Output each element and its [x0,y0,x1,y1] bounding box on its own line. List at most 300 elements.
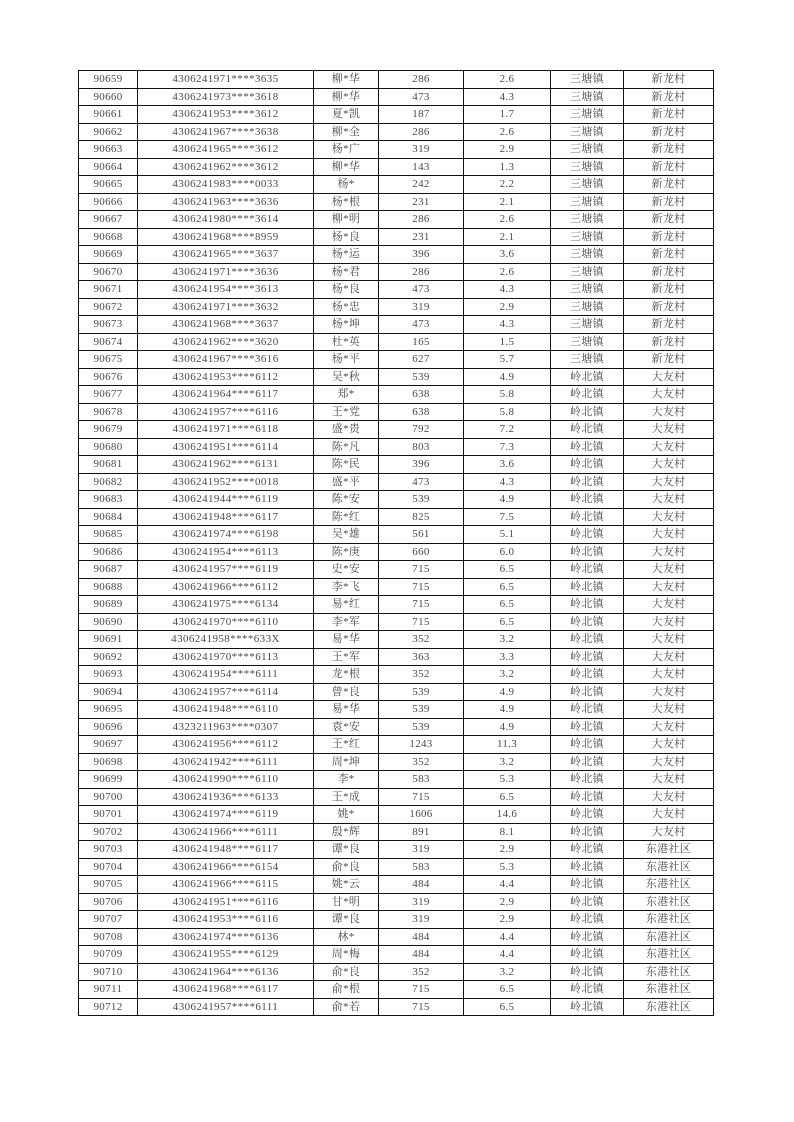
cell-name: 柳*全 [314,123,379,141]
table-row [79,176,714,194]
cell-amount: 473 [379,473,464,491]
table-row [79,88,714,106]
cell-index: 90697 [79,736,138,754]
cell-id-number: 4306241967****3638 [138,123,314,141]
cell-id-number: 4306241944****6119 [138,491,314,509]
cell-amount: 352 [379,963,464,981]
table-row [79,281,714,299]
cell-subsidy: 4.9 [464,718,551,736]
cell-village: 大友村 [624,473,714,491]
table-row [79,911,714,929]
cell-name: 易*华 [314,701,379,719]
table-row [79,263,714,281]
cell-subsidy: 7.5 [464,508,551,526]
cell-amount: 715 [379,596,464,614]
cell-id-number: 4306241951****6114 [138,438,314,456]
cell-village: 新龙村 [624,263,714,281]
cell-town: 岭北镇 [551,683,624,701]
table-row [79,578,714,596]
cell-amount: 319 [379,911,464,929]
cell-amount: 473 [379,316,464,334]
table-row [79,211,714,229]
cell-town: 岭北镇 [551,613,624,631]
cell-village: 东港社区 [624,841,714,859]
cell-village: 大友村 [624,613,714,631]
cell-subsidy: 5.3 [464,771,551,789]
cell-index: 90694 [79,683,138,701]
table-row [79,491,714,509]
cell-town: 三塘镇 [551,333,624,351]
cell-subsidy: 4.4 [464,928,551,946]
cell-town: 岭北镇 [551,771,624,789]
cell-amount: 627 [379,351,464,369]
cell-index: 90683 [79,491,138,509]
cell-subsidy: 4.9 [464,683,551,701]
cell-amount: 891 [379,823,464,841]
cell-index: 90663 [79,141,138,159]
cell-name: 周*坤 [314,753,379,771]
cell-name: 杨*广 [314,141,379,159]
table-row [79,823,714,841]
table-row [79,543,714,561]
cell-subsidy: 6.0 [464,543,551,561]
cell-name: 王*成 [314,788,379,806]
cell-index: 90659 [79,71,138,89]
cell-village: 新龙村 [624,316,714,334]
cell-index: 90700 [79,788,138,806]
cell-name: 杨*君 [314,263,379,281]
cell-name: 袁*安 [314,718,379,736]
cell-village: 大友村 [624,718,714,736]
cell-id-number: 4306241953****6116 [138,911,314,929]
cell-index: 90705 [79,876,138,894]
cell-name: 王*军 [314,648,379,666]
cell-town: 三塘镇 [551,246,624,264]
cell-amount: 396 [379,246,464,264]
cell-subsidy: 4.3 [464,88,551,106]
cell-index: 90696 [79,718,138,736]
cell-subsidy: 7.2 [464,421,551,439]
cell-town: 岭北镇 [551,403,624,421]
cell-index: 90689 [79,596,138,614]
cell-id-number: 4306241966****6154 [138,858,314,876]
cell-amount: 715 [379,561,464,579]
cell-village: 大友村 [624,508,714,526]
cell-town: 岭北镇 [551,718,624,736]
cell-name: 盛*平 [314,473,379,491]
table-row [79,893,714,911]
table-row [79,683,714,701]
cell-index: 90685 [79,526,138,544]
cell-town: 岭北镇 [551,736,624,754]
cell-index: 90691 [79,631,138,649]
cell-name: 陈*安 [314,491,379,509]
cell-subsidy: 3.2 [464,963,551,981]
cell-town: 岭北镇 [551,666,624,684]
cell-name: 杨*忠 [314,298,379,316]
cell-village: 大友村 [624,543,714,561]
cell-subsidy: 2.6 [464,211,551,229]
table-row [79,841,714,859]
table-row [79,421,714,439]
cell-amount: 484 [379,946,464,964]
cell-village: 新龙村 [624,176,714,194]
cell-amount: 242 [379,176,464,194]
cell-name: 姚*云 [314,876,379,894]
cell-subsidy: 2.9 [464,893,551,911]
cell-amount: 660 [379,543,464,561]
table-row [79,228,714,246]
cell-amount: 638 [379,403,464,421]
cell-subsidy: 6.5 [464,981,551,999]
cell-amount: 1606 [379,806,464,824]
cell-village: 大友村 [624,788,714,806]
cell-village: 新龙村 [624,281,714,299]
cell-subsidy: 5.8 [464,403,551,421]
cell-index: 90664 [79,158,138,176]
cell-subsidy: 2.2 [464,176,551,194]
cell-village: 大友村 [624,368,714,386]
cell-town: 三塘镇 [551,106,624,124]
cell-name: 陈*民 [314,456,379,474]
cell-town: 岭北镇 [551,491,624,509]
cell-town: 岭北镇 [551,806,624,824]
cell-subsidy: 5.1 [464,526,551,544]
cell-index: 90667 [79,211,138,229]
table-row [79,526,714,544]
cell-subsidy: 2.6 [464,71,551,89]
cell-index: 90684 [79,508,138,526]
cell-name: 林* [314,928,379,946]
cell-name: 易*华 [314,631,379,649]
cell-village: 东港社区 [624,963,714,981]
cell-subsidy: 4.9 [464,491,551,509]
cell-index: 90673 [79,316,138,334]
cell-amount: 352 [379,666,464,684]
table-row [79,981,714,999]
cell-id-number: 4323211963****0307 [138,718,314,736]
cell-village: 大友村 [624,736,714,754]
cell-subsidy: 4.4 [464,946,551,964]
cell-id-number: 4306241964****6117 [138,386,314,404]
cell-amount: 286 [379,71,464,89]
cell-amount: 231 [379,228,464,246]
cell-id-number: 4306241974****6198 [138,526,314,544]
cell-name: 李*飞 [314,578,379,596]
cell-town: 三塘镇 [551,193,624,211]
cell-index: 90665 [79,176,138,194]
cell-town: 岭北镇 [551,753,624,771]
cell-id-number: 4306241957****6114 [138,683,314,701]
cell-town: 三塘镇 [551,228,624,246]
cell-village: 新龙村 [624,351,714,369]
cell-subsidy: 8.1 [464,823,551,841]
cell-town: 岭北镇 [551,858,624,876]
cell-town: 岭北镇 [551,438,624,456]
cell-index: 90693 [79,666,138,684]
table-row [79,753,714,771]
table-row [79,648,714,666]
cell-subsidy: 1.7 [464,106,551,124]
cell-amount: 363 [379,648,464,666]
table-row [79,141,714,159]
cell-town: 岭北镇 [551,701,624,719]
cell-town: 岭北镇 [551,526,624,544]
cell-amount: 352 [379,631,464,649]
cell-town: 岭北镇 [551,421,624,439]
cell-amount: 561 [379,526,464,544]
table-row [79,298,714,316]
cell-amount: 1243 [379,736,464,754]
cell-subsidy: 1.3 [464,158,551,176]
cell-index: 90688 [79,578,138,596]
cell-amount: 715 [379,998,464,1016]
cell-village: 大友村 [624,526,714,544]
cell-amount: 825 [379,508,464,526]
cell-index: 90672 [79,298,138,316]
cell-amount: 539 [379,491,464,509]
cell-subsidy: 3.2 [464,631,551,649]
cell-id-number: 4306241980****3614 [138,211,314,229]
cell-id-number: 4306241965****3637 [138,246,314,264]
table-row [79,631,714,649]
cell-town: 三塘镇 [551,176,624,194]
cell-amount: 165 [379,333,464,351]
cell-id-number: 4306241970****6113 [138,648,314,666]
table-row [79,508,714,526]
cell-subsidy: 7.3 [464,438,551,456]
cell-index: 90682 [79,473,138,491]
cell-village: 东港社区 [624,893,714,911]
cell-index: 90699 [79,771,138,789]
cell-subsidy: 3.6 [464,246,551,264]
cell-id-number: 4306241963****3636 [138,193,314,211]
table-row [79,123,714,141]
cell-amount: 473 [379,88,464,106]
cell-id-number: 4306241970****6110 [138,613,314,631]
cell-name: 王*党 [314,403,379,421]
cell-subsidy: 6.5 [464,561,551,579]
table-row [79,596,714,614]
cell-village: 东港社区 [624,911,714,929]
cell-amount: 539 [379,718,464,736]
cell-town: 三塘镇 [551,71,624,89]
cell-subsidy: 3.2 [464,753,551,771]
cell-name: 史*安 [314,561,379,579]
cell-index: 90661 [79,106,138,124]
cell-village: 大友村 [624,771,714,789]
cell-name: 李* [314,771,379,789]
cell-index: 90708 [79,928,138,946]
cell-subsidy: 3.6 [464,456,551,474]
cell-town: 三塘镇 [551,123,624,141]
cell-id-number: 4306241990****6110 [138,771,314,789]
cell-subsidy: 5.8 [464,386,551,404]
cell-town: 岭北镇 [551,543,624,561]
cell-index: 90702 [79,823,138,841]
cell-subsidy: 11.3 [464,736,551,754]
cell-village: 东港社区 [624,981,714,999]
cell-village: 新龙村 [624,228,714,246]
cell-village: 东港社区 [624,858,714,876]
cell-town: 岭北镇 [551,998,624,1016]
cell-subsidy: 4.3 [464,316,551,334]
cell-id-number: 4306241957****6111 [138,998,314,1016]
cell-town: 岭北镇 [551,368,624,386]
cell-village: 新龙村 [624,106,714,124]
cell-amount: 319 [379,141,464,159]
table-row [79,858,714,876]
cell-id-number: 4306241956****6112 [138,736,314,754]
cell-index: 90711 [79,981,138,999]
table-row [79,438,714,456]
cell-index: 90676 [79,368,138,386]
cell-id-number: 4306241971****3632 [138,298,314,316]
cell-amount: 715 [379,613,464,631]
cell-amount: 286 [379,263,464,281]
cell-index: 90712 [79,998,138,1016]
table-row [79,368,714,386]
cell-id-number: 4306241954****6111 [138,666,314,684]
cell-subsidy: 6.5 [464,998,551,1016]
table-row [79,386,714,404]
cell-id-number: 4306241983****0033 [138,176,314,194]
cell-subsidy: 2.1 [464,193,551,211]
cell-id-number: 4306241951****6116 [138,893,314,911]
cell-name: 杨*平 [314,351,379,369]
cell-subsidy: 14.6 [464,806,551,824]
cell-id-number: 4306241974****6119 [138,806,314,824]
cell-town: 岭北镇 [551,823,624,841]
cell-town: 三塘镇 [551,351,624,369]
cell-id-number: 4306241953****6112 [138,368,314,386]
cell-village: 大友村 [624,386,714,404]
cell-id-number: 4306241971****3636 [138,263,314,281]
cell-name: 杨*运 [314,246,379,264]
cell-town: 岭北镇 [551,963,624,981]
cell-town: 岭北镇 [551,981,624,999]
cell-id-number: 4306241974****6136 [138,928,314,946]
cell-id-number: 4306241962****3612 [138,158,314,176]
cell-village: 新龙村 [624,88,714,106]
cell-village: 新龙村 [624,141,714,159]
records-table [78,70,714,1016]
cell-index: 90706 [79,893,138,911]
cell-name: 杨*坤 [314,316,379,334]
table-row [79,718,714,736]
cell-index: 90674 [79,333,138,351]
table-row [79,806,714,824]
cell-index: 90692 [79,648,138,666]
cell-town: 岭北镇 [551,841,624,859]
cell-subsidy: 6.5 [464,788,551,806]
table-row [79,333,714,351]
cell-id-number: 4306241948****6110 [138,701,314,719]
cell-id-number: 4306241958****633X [138,631,314,649]
cell-village: 大友村 [624,753,714,771]
cell-id-number: 4306241968****8959 [138,228,314,246]
cell-name: 盛*贵 [314,421,379,439]
cell-town: 岭北镇 [551,788,624,806]
cell-index: 90678 [79,403,138,421]
table-row [79,876,714,894]
cell-id-number: 4306241962****3620 [138,333,314,351]
cell-name: 夏*凯 [314,106,379,124]
cell-town: 岭北镇 [551,631,624,649]
cell-village: 东港社区 [624,928,714,946]
cell-id-number: 4306241955****6129 [138,946,314,964]
cell-village: 大友村 [624,421,714,439]
cell-village: 东港社区 [624,998,714,1016]
cell-amount: 187 [379,106,464,124]
cell-village: 大友村 [624,823,714,841]
cell-name: 谭*良 [314,841,379,859]
table-row [79,613,714,631]
cell-name: 柳*华 [314,71,379,89]
cell-index: 90709 [79,946,138,964]
cell-amount: 484 [379,928,464,946]
cell-id-number: 4306241954****3613 [138,281,314,299]
cell-town: 岭北镇 [551,893,624,911]
cell-index: 90680 [79,438,138,456]
cell-index: 90707 [79,911,138,929]
cell-name: 俞*若 [314,998,379,1016]
cell-village: 大友村 [624,806,714,824]
cell-amount: 352 [379,753,464,771]
cell-amount: 539 [379,683,464,701]
cell-amount: 319 [379,298,464,316]
cell-id-number: 4306241948****6117 [138,841,314,859]
table-row [79,351,714,369]
cell-name: 龙*根 [314,666,379,684]
cell-subsidy: 4.3 [464,281,551,299]
cell-subsidy: 4.4 [464,876,551,894]
cell-index: 90662 [79,123,138,141]
cell-town: 岭北镇 [551,946,624,964]
cell-subsidy: 2.6 [464,123,551,141]
cell-id-number: 4306241953****3612 [138,106,314,124]
cell-id-number: 4306241957****6116 [138,403,314,421]
cell-amount: 286 [379,211,464,229]
cell-id-number: 4306241954****6113 [138,543,314,561]
table-row [79,788,714,806]
cell-town: 三塘镇 [551,88,624,106]
cell-subsidy: 3.3 [464,648,551,666]
cell-name: 杨*良 [314,281,379,299]
cell-subsidy: 2.9 [464,911,551,929]
cell-subsidy: 2.9 [464,841,551,859]
cell-subsidy: 4.3 [464,473,551,491]
cell-town: 岭北镇 [551,561,624,579]
cell-name: 陈*庚 [314,543,379,561]
cell-id-number: 4306241966****6111 [138,823,314,841]
cell-amount: 792 [379,421,464,439]
records-table-body [79,71,714,1016]
cell-id-number: 4306241964****6136 [138,963,314,981]
table-row [79,928,714,946]
table-row [79,998,714,1016]
cell-subsidy: 5.7 [464,351,551,369]
cell-subsidy: 4.9 [464,701,551,719]
cell-index: 90660 [79,88,138,106]
table-row [79,246,714,264]
cell-name: 俞*根 [314,981,379,999]
cell-name: 周*梅 [314,946,379,964]
cell-subsidy: 6.5 [464,596,551,614]
cell-amount: 319 [379,841,464,859]
cell-village: 东港社区 [624,946,714,964]
cell-index: 90677 [79,386,138,404]
